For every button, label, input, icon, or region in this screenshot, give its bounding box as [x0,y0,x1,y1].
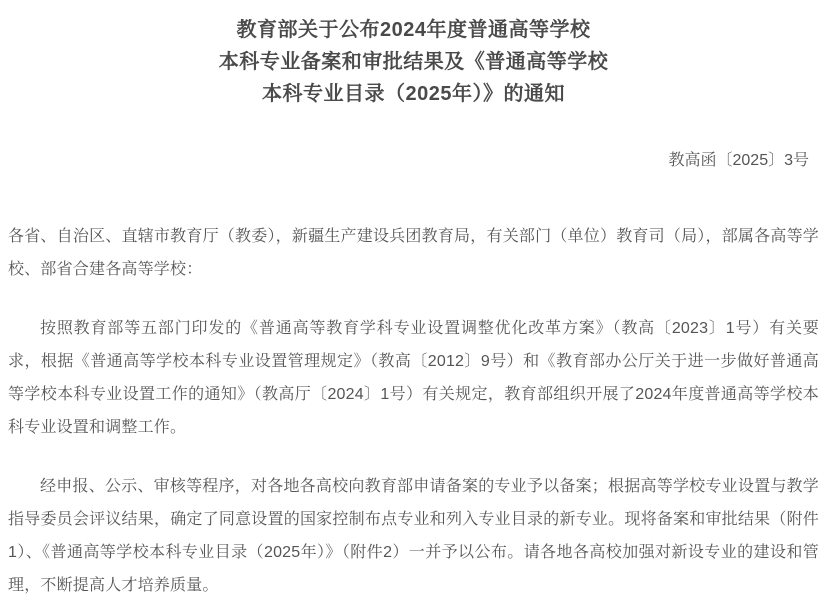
document-number: 教高函〔2025〕3号 [668,152,809,169]
body-paragraph-2: 经申报、公示、审核等程序，对各地各高校向教育部申请备案的专业予以备案；根据高等学校专业设置与教学指导委员会评议结果，确定了同意设置的国家控制布点专业和列入专业目录的新专业。现将备案和审批结果（附件1）、《普通高等学校本科专业目录（2025年）》（附件2）一并予以公布。请各地各高校加强对新设专业的建设和管理，不断提高人才培养质量。 [8,478,819,594]
page-title-line-2: 本科专业备案和审批结果及《普通高等学校 [218,51,609,73]
salutation-paragraph: 各省、自治区、直辖市教育厅（教委），新疆生产建设兵团教育局，有关部门（单位）教育司（局），部属各高等学校、部省合建各高等学校： [8,228,819,278]
page-title-line-3: 本科专业目录（2025年）》的通知 [262,83,565,105]
page-title-line-1: 教育部关于公布2024年度普通高等学校 [236,19,591,41]
page-title [8,14,819,110]
body-paragraph-1: 按照教育部等五部门印发的《普通高等教育学科专业设置调整优化改革方案》（教高〔2023〕1号）有关要求，根据《普通高等学校本科专业设置管理规定》（教高〔2012〕9号）和《教育部办公厅关于进一步做好普通高等学校本科专业设置工作的通知》（教高厅〔2024〕1号）有关规定，教育部组织开展了2024年度普通高等学校本科专业设置和调整工作。 [8,320,819,436]
